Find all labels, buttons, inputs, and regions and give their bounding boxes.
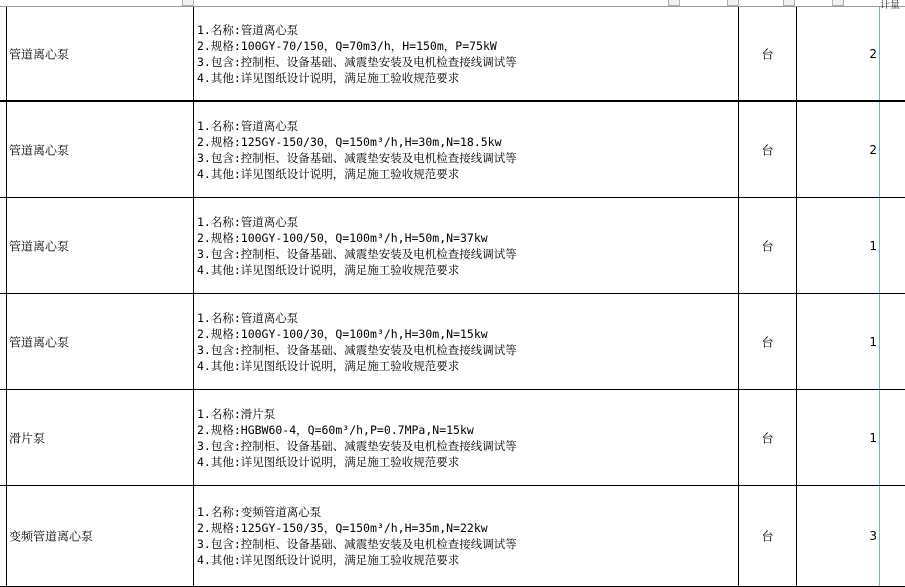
cell-quantity[interactable]: [797, 7, 880, 100]
item-name: 管道离心泵: [9, 47, 70, 61]
cell-quantity[interactable]: [797, 486, 880, 586]
unit-value: 台: [761, 143, 774, 157]
item-description: [197, 406, 517, 470]
item-description: [197, 22, 517, 86]
description-line: 2.规格:100GY-100/30，Q=100m³/h,H=30m,N=15kw: [197, 326, 488, 341]
description-line: 4.其他:详见图纸设计说明，满足施工验收规范要求: [197, 454, 460, 469]
description-line: 2.规格:100GY-70/150，Q=70m3/h，H=150m，P=75kW: [197, 38, 497, 53]
item-name: 管道离心泵: [9, 143, 70, 157]
unit-value: 台: [761, 47, 774, 61]
description-line: 4.其他:详见图纸设计说明，满足施工验收规范要求: [197, 553, 460, 567]
description-line: 3.包含:控制柜、设备基础、减震垫安装及电机检查接线调试等: [197, 537, 517, 551]
cell-quantity[interactable]: [797, 294, 880, 389]
description-line: 1.名称:变频管道离心泵: [197, 505, 322, 519]
table-row[interactable]: [0, 294, 905, 390]
filter-dropdown-button[interactable]: [832, 0, 844, 6]
header-row-strip: [0, 0, 905, 7]
cell-next-column[interactable]: [880, 198, 905, 293]
cell-unit[interactable]: [739, 294, 797, 389]
description-line: 3.包含:控制柜、设备基础、减震垫安装及电机检查接线调试等: [197, 54, 517, 69]
unit-value: 台: [761, 529, 774, 544]
item-name: 管道离心泵: [9, 239, 70, 253]
description-line: 3.包含:控制柜、设备基础、减震垫安装及电机检查接线调试等: [197, 342, 517, 357]
item-name: 管道离心泵: [9, 335, 70, 349]
description-line: 2.规格:125GY-150/30，Q=150m³/h,H=30m,N=18.5kw: [197, 134, 502, 149]
quantity-value: 2: [869, 46, 877, 61]
description-line: 4.其他:详见图纸设计说明，满足施工验收规范要求: [197, 166, 460, 181]
filter-dropdown-button[interactable]: [727, 0, 739, 6]
description-line: 2.规格:HGBW60-4，Q=60m³/h,P=0.7MPa,N=15kw: [197, 422, 474, 437]
cell-item-name[interactable]: [7, 7, 194, 100]
quantity-value: 2: [869, 142, 877, 157]
cell-unit[interactable]: [739, 390, 797, 485]
cell-quantity[interactable]: [797, 390, 880, 485]
cell-index[interactable]: [0, 486, 7, 586]
table-row[interactable]: [0, 102, 905, 198]
cell-index[interactable]: [0, 294, 7, 389]
cell-item-description[interactable]: [194, 198, 739, 293]
quantity-value: 1: [869, 334, 877, 349]
cell-next-column[interactable]: [880, 390, 905, 485]
description-line: 2.规格:100GY-100/50，Q=100m³/h,H=50m,N=37kw: [197, 230, 488, 245]
item-name: 变频管道离心泵: [9, 529, 94, 544]
cell-next-column[interactable]: [880, 486, 905, 586]
filter-dropdown-button[interactable]: [668, 0, 680, 6]
item-description: [197, 310, 517, 374]
quantity-value: 3: [869, 529, 877, 543]
cell-unit[interactable]: [739, 198, 797, 293]
description-line: 1.名称:管道离心泵: [197, 118, 299, 133]
cell-item-description[interactable]: [194, 7, 739, 100]
cell-item-name[interactable]: [7, 294, 194, 389]
cell-index[interactable]: [0, 102, 7, 197]
description-line: 1.名称:管道离心泵: [197, 310, 299, 325]
unit-value: 台: [761, 431, 774, 445]
description-line: 3.包含:控制柜、设备基础、减震垫安装及电机检查接线调试等: [197, 246, 517, 261]
cell-unit[interactable]: [739, 102, 797, 197]
cell-item-name[interactable]: [7, 198, 194, 293]
description-line: 3.包含:控制柜、设备基础、减震垫安装及电机检查接线调试等: [197, 438, 517, 453]
description-line: 2.规格:125GY-150/35，Q=150m³/h,H=35m,N=22kw: [197, 521, 488, 535]
column-header-fragment: 计量: [880, 0, 900, 11]
item-description: [197, 214, 517, 278]
cell-item-description[interactable]: [194, 390, 739, 485]
cell-unit[interactable]: [739, 486, 797, 586]
cell-item-description[interactable]: [194, 102, 739, 197]
cell-item-description[interactable]: [194, 294, 739, 389]
cell-quantity[interactable]: [797, 102, 880, 197]
cell-index[interactable]: [0, 198, 7, 293]
cell-item-name[interactable]: [7, 390, 194, 485]
cell-next-column[interactable]: [880, 294, 905, 389]
item-description: [197, 504, 517, 568]
description-line: 1.名称:滑片泵: [197, 406, 276, 421]
description-line: 3.包含:控制柜、设备基础、减震垫安装及电机检查接线调试等: [197, 150, 517, 165]
filter-dropdown-button[interactable]: [182, 0, 194, 6]
cell-next-column[interactable]: [880, 7, 905, 100]
unit-value: 台: [761, 335, 774, 349]
unit-value: 台: [761, 239, 774, 253]
filter-dropdown-button[interactable]: [783, 0, 795, 6]
description-line: 4.其他:详见图纸设计说明，满足施工验收规范要求: [197, 262, 460, 277]
table-row[interactable]: [0, 7, 905, 102]
quantity-value: 1: [869, 238, 877, 253]
item-name: 滑片泵: [9, 431, 46, 445]
cell-item-name[interactable]: [7, 486, 194, 586]
cell-quantity[interactable]: [797, 198, 880, 293]
cell-item-name[interactable]: [7, 102, 194, 197]
table-row[interactable]: [0, 390, 905, 486]
item-description: [197, 118, 517, 182]
cell-index[interactable]: [0, 7, 7, 100]
table-row[interactable]: [0, 198, 905, 294]
quantity-value: 1: [869, 430, 877, 445]
table-row[interactable]: [0, 486, 905, 587]
cell-item-description[interactable]: [194, 486, 739, 586]
description-line: 4.其他:详见图纸设计说明，满足施工验收规范要求: [197, 358, 460, 373]
cell-unit[interactable]: [739, 7, 797, 100]
cell-index[interactable]: [0, 390, 7, 485]
cell-next-column[interactable]: [880, 102, 905, 197]
description-line: 1.名称:管道离心泵: [197, 214, 299, 229]
description-line: 4.其他:详见图纸设计说明，满足施工验收规范要求: [197, 70, 460, 85]
description-line: 1.名称:管道离心泵: [197, 22, 299, 37]
